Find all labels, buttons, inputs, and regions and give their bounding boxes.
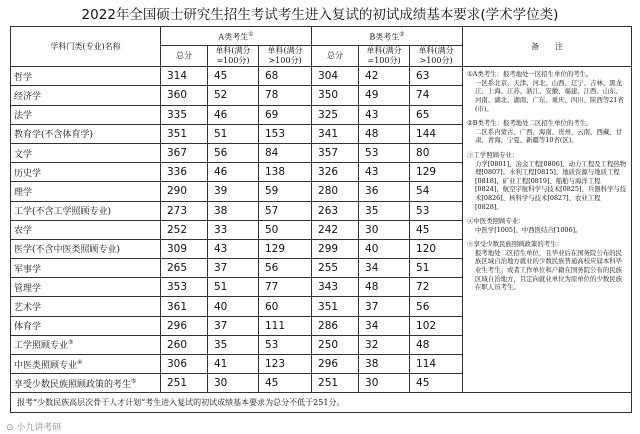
score-cell-b-s1: 48: [359, 278, 410, 297]
score-cell-a-total: 314: [161, 67, 208, 86]
score-cell-a-s2: 45: [259, 374, 312, 393]
score-cell-b-s2: 56: [410, 297, 463, 316]
subject-name: [11, 220, 161, 239]
subject-name: [11, 355, 161, 374]
note-mark: ⑤: [131, 377, 137, 385]
score-cell-a-s1: 56: [208, 143, 259, 162]
score-cell-b-total: 299: [312, 239, 359, 258]
score-cell-a-s2: 50: [259, 220, 312, 239]
group-a-note-mark: ①: [248, 30, 254, 38]
subject-name: [11, 67, 161, 86]
subject-label: 农学: [14, 226, 33, 237]
header-row-group: [11, 27, 632, 46]
score-cell-a-s2: 69: [259, 105, 312, 124]
subject-label: 工学照顾专业: [14, 341, 69, 352]
remarks-header: 备 注: [463, 27, 632, 67]
score-cell-b-s1: 37: [359, 297, 410, 316]
score-cell-b-s1: 43: [359, 105, 410, 124]
score-cell-b-s2: 48: [410, 335, 463, 354]
subject-name: [11, 143, 161, 162]
subject-name: [11, 259, 161, 278]
score-cell-a-s1: 38: [208, 201, 259, 220]
subject-label: 中医类照顾专业: [14, 360, 78, 371]
note-heading: ②B类考生：报考地处二区招生单位的考生。: [467, 119, 593, 128]
score-cell-b-s1: 43: [359, 163, 410, 182]
score-cell-a-s2: 78: [259, 86, 312, 105]
score-cell-b-total: 325: [312, 105, 359, 124]
score-cell-a-s2: 53: [259, 335, 312, 354]
note-block: [467, 151, 627, 211]
footnote-row: [11, 393, 632, 412]
subject-name: [11, 182, 161, 201]
score-cell-a-s1: 45: [208, 67, 259, 86]
score-cell-a-s2: 84: [259, 143, 312, 162]
score-cell-a-total: 360: [161, 86, 208, 105]
score-cell-a-s1: 43: [208, 239, 259, 258]
score-table: [10, 26, 632, 413]
score-cell-b-total: 343: [312, 278, 359, 297]
note-heading: ⑤享受少数民族照顾政策的考生：: [467, 240, 563, 249]
table-row: [11, 67, 632, 86]
score-cell-a-total: 336: [161, 163, 208, 182]
group-b-header: [312, 27, 463, 46]
score-cell-b-s2: 144: [410, 124, 463, 143]
score-cell-b-s1: 34: [359, 316, 410, 335]
score-cell-b-s1: 38: [359, 355, 410, 374]
score-cell-b-total: 242: [312, 220, 359, 239]
note-block: [467, 70, 627, 113]
score-cell-a-s2: 68: [259, 67, 312, 86]
subject-name: [11, 278, 161, 297]
subject-label: 军事学: [14, 264, 42, 275]
note-block: [467, 119, 627, 145]
score-cell-b-s1: 42: [359, 67, 410, 86]
subject-name: [11, 335, 161, 354]
subject-name: [11, 297, 161, 316]
score-cell-a-total: 273: [161, 201, 208, 220]
note-text: 中医学[1005]、中西医结合[1006]。: [475, 225, 582, 234]
subject-label: 文学: [14, 149, 33, 160]
score-cell-b-s2: 51: [410, 259, 463, 278]
score-cell-a-s1: 33: [208, 220, 259, 239]
subject-label: 享受少数民族照顾政策的考生: [14, 379, 132, 390]
score-cell-b-s2: 45: [410, 374, 463, 393]
score-cell-a-s1: 51: [208, 278, 259, 297]
score-cell-a-s1: 30: [208, 374, 259, 393]
score-cell-a-s2: 138: [259, 163, 312, 182]
score-cell-a-s1: 46: [208, 105, 259, 124]
score-cell-a-total: 367: [161, 143, 208, 162]
score-cell-a-total: 361: [161, 297, 208, 316]
score-cell-a-s1: 41: [208, 355, 259, 374]
subject-label: 理学: [14, 187, 33, 198]
note-mark: ③: [68, 339, 74, 347]
subject-label: 教育学(不含体育学): [14, 130, 94, 141]
score-cell-b-total: 250: [312, 335, 359, 354]
note-block: [467, 217, 627, 234]
a-total-header: 总分: [161, 46, 208, 67]
subject-name: [11, 105, 161, 124]
score-cell-b-s2: 129: [410, 163, 463, 182]
score-cell-a-s1: 37: [208, 259, 259, 278]
score-cell-b-total: 351: [312, 297, 359, 316]
score-cell-b-s1: 34: [359, 259, 410, 278]
score-cell-a-s2: 111: [259, 316, 312, 335]
score-cell-b-s2: 120: [410, 239, 463, 258]
score-cell-a-total: 260: [161, 335, 208, 354]
a-singlegt100-header: 单科(满分>100分): [259, 46, 312, 67]
page-title: 2022年全国硕士研究生招生考试考生进入复试的初试成绩基本要求(学术学位类): [81, 7, 559, 23]
score-cell-b-s2: 80: [410, 143, 463, 162]
note-text: 一区系北京、天津、河北、山西、辽宁、吉林、黑龙江、上海、江苏、浙江、安徽、福建、江西、山东、河南、湖北、湖南、广东、重庆、四川、陕西等21省(市)。: [475, 78, 624, 113]
score-cell-b-total: 280: [312, 182, 359, 201]
b-total-header: 总分: [312, 46, 359, 67]
score-cell-b-s2: 74: [410, 86, 463, 105]
footnote: 报考“少数民族高层次骨干人才计划”考生进入复试的初试成绩基本要求为总分不低于251分。: [11, 393, 632, 412]
score-cell-a-s2: 56: [259, 259, 312, 278]
score-cell-b-s1: 30: [359, 374, 410, 393]
score-cell-b-s2: 54: [410, 182, 463, 201]
score-cell-a-s2: 77: [259, 278, 312, 297]
score-cell-a-s1: 39: [208, 182, 259, 201]
score-cell-b-total: 341: [312, 124, 359, 143]
score-cell-a-s2: 57: [259, 201, 312, 220]
subject-name: [11, 239, 161, 258]
group-b-note-mark: ②: [399, 30, 405, 38]
group-a-header: [161, 27, 312, 46]
score-cell-a-s2: 153: [259, 124, 312, 143]
note-block: [467, 240, 627, 292]
score-cell-b-s1: 36: [359, 182, 410, 201]
score-cell-b-total: 255: [312, 259, 359, 278]
group-a-label: A类考生: [218, 32, 249, 42]
score-cell-b-s1: 40: [359, 239, 410, 258]
note-heading: ③工学照顾专业：: [467, 150, 519, 159]
subject-label: 历史学: [14, 168, 42, 179]
score-cell-b-s2: 53: [410, 201, 463, 220]
score-cell-a-total: 353: [161, 278, 208, 297]
note-heading: ①A类考生：报考地处一区招生单位的考生。: [467, 70, 593, 79]
subject-name: [11, 201, 161, 220]
score-cell-a-s1: 40: [208, 297, 259, 316]
group-b-label: B类考生: [369, 32, 400, 42]
score-cell-a-total: 335: [161, 105, 208, 124]
score-cell-a-total: 306: [161, 355, 208, 374]
score-cell-b-s1: 35: [359, 201, 410, 220]
note-text: 力学[0801]、冶金工程[0806]、动力工程及工程热物理[0807]、水利工程[0815]、地质资源与地质工程[0818]、矿业工程[0819]、船舶与海洋工程[0824]、航空宇航科学与技术[0825]、兵器科学与技术[0826]、核科学与技术[0827]、农业工程[0828]。: [475, 159, 627, 211]
score-cell-a-s1: 37: [208, 316, 259, 335]
subject-label: 工学(不含工学照顾专业): [14, 207, 112, 218]
score-cell-b-total: 286: [312, 316, 359, 335]
note-text: 二区系内蒙古、广西、海南、贵州、云南、西藏、甘肃、青海、宁夏、新疆等10省(区)。: [475, 127, 623, 145]
b-single100-header: 单科(满分=100分): [359, 46, 410, 67]
subject-label: 体育学: [14, 322, 42, 333]
score-cell-a-total: 290: [161, 182, 208, 201]
subject-name: [11, 86, 161, 105]
score-cell-a-total: 296: [161, 316, 208, 335]
score-cell-b-total: 304: [312, 67, 359, 86]
note-text: 报考地处二区招生单位，且毕业后在国务院公布的民族区域自治地方就业的少数民族普通高校应届本科毕业生考生；或者工作单位和户籍在国务院公布的民族区域自治地方，且定向就业单位为原单位的少数民族在职人员考生。: [475, 248, 623, 292]
score-cell-b-s2: 114: [410, 355, 463, 374]
subject-column-header: 学科门类(专业)名称: [11, 27, 161, 67]
score-cell-b-s1: 53: [359, 143, 410, 162]
subject-label: 经济学: [14, 91, 42, 102]
subject-name: [11, 374, 161, 393]
score-cell-b-s2: 102: [410, 316, 463, 335]
score-cell-b-total: 296: [312, 355, 359, 374]
score-cell-a-s1: 46: [208, 163, 259, 182]
score-cell-a-s1: 52: [208, 86, 259, 105]
subject-label: 管理学: [14, 283, 42, 294]
subject-label: 艺术学: [14, 303, 42, 314]
score-cell-a-total: 351: [161, 124, 208, 143]
score-cell-a-s2: 129: [259, 239, 312, 258]
score-cell-b-s2: 45: [410, 220, 463, 239]
score-cell-b-total: 263: [312, 201, 359, 220]
score-cell-b-s1: 48: [359, 124, 410, 143]
score-cell-a-total: 309: [161, 239, 208, 258]
score-cell-a-s2: 123: [259, 355, 312, 374]
score-cell-b-s2: 65: [410, 105, 463, 124]
subject-name: [11, 163, 161, 182]
note-mark: ④: [77, 358, 83, 366]
score-cell-a-total: 265: [161, 259, 208, 278]
score-cell-a-s1: 51: [208, 124, 259, 143]
score-cell-b-total: 357: [312, 143, 359, 162]
subject-label: 医学(不含中医类照顾专业): [14, 245, 121, 256]
score-cell-a-s2: 60: [259, 297, 312, 316]
score-cell-b-s1: 32: [359, 335, 410, 354]
score-cell-a-total: 252: [161, 220, 208, 239]
remarks-cell: [463, 67, 632, 393]
subject-label: 法学: [14, 111, 33, 122]
score-cell-b-total: 326: [312, 163, 359, 182]
score-cell-a-total: 251: [161, 374, 208, 393]
subject-name: [11, 316, 161, 335]
score-cell-b-s1: 49: [359, 86, 410, 105]
b-singlegt100-header: 单科(满分>100分): [410, 46, 463, 67]
score-cell-b-s2: 72: [410, 278, 463, 297]
score-cell-b-total: 350: [312, 86, 359, 105]
score-cell-b-total: 251: [312, 374, 359, 393]
note-heading: ④中医类照顾专业：: [467, 217, 525, 226]
score-cell-b-s2: 63: [410, 67, 463, 86]
watermark: ⊙ 小九讲考研: [6, 423, 62, 433]
score-cell-b-s1: 30: [359, 220, 410, 239]
subject-name: [11, 124, 161, 143]
score-cell-a-s1: 35: [208, 335, 259, 354]
subject-label: 哲学: [14, 72, 33, 83]
a-single100-header: 单科(满分=100分): [208, 46, 259, 67]
score-cell-a-s2: 59: [259, 182, 312, 201]
